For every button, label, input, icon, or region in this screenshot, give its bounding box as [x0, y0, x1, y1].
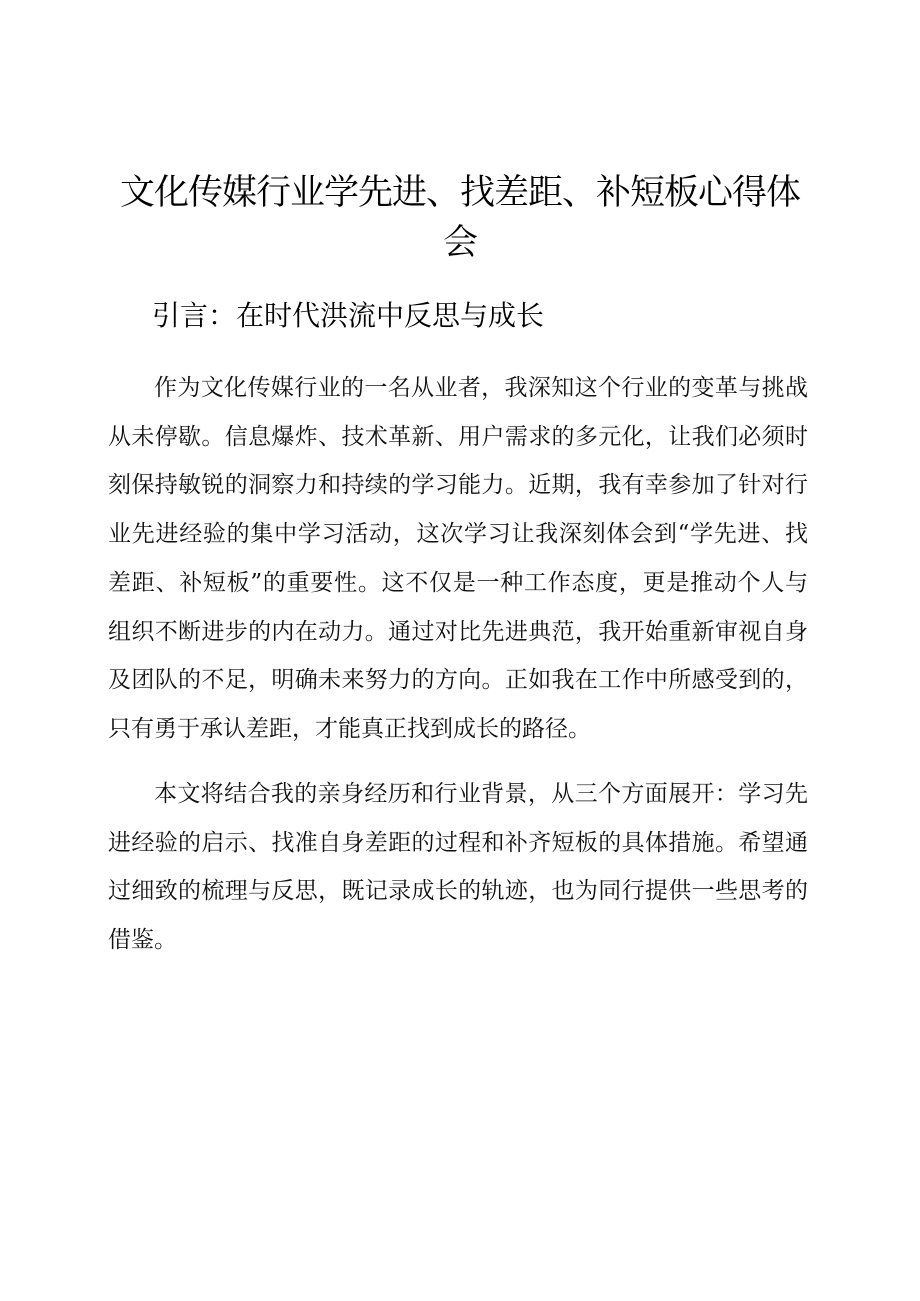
- document-title: 文化传媒行业学先进、找差距、补短板心得体会: [119, 173, 800, 263]
- body-paragraph-2: 本文将结合我的亲身经历和行业背景，从三个方面展开：学习先进经验的启示、找准自身差距的过程和补齐短板的具体措施。希望通过细致的梳理与反思，既记录成长的轨迹，也为同行提供一些思考的借鉴。: [108, 781, 808, 954]
- body-paragraph-1: 作为文化传媒行业的一名从业者，我深知这个行业的变革与挑战从未停歇。信息爆炸、技术革新、用户需求的多元化，让我们必须时刻保持敏锐的洞察力和持续的学习能力。近期，我有幸参加了针对行业先进经验的集中学习活动，这次学习让我深刻体会到“学先进、找差距、补短板”的重要性。这不仅是一种工作态度，更是推动个人与组织不断进步的内在动力。通过对比先进典范，我开始重新审视自身及团队的不足，明确未来努力的方向。正如我在工作中所感受到的，只有勇于承认差距，才能真正找到成长的路径。: [108, 375, 808, 742]
- section-heading: 引言：在时代洪流中反思与成长: [152, 299, 545, 332]
